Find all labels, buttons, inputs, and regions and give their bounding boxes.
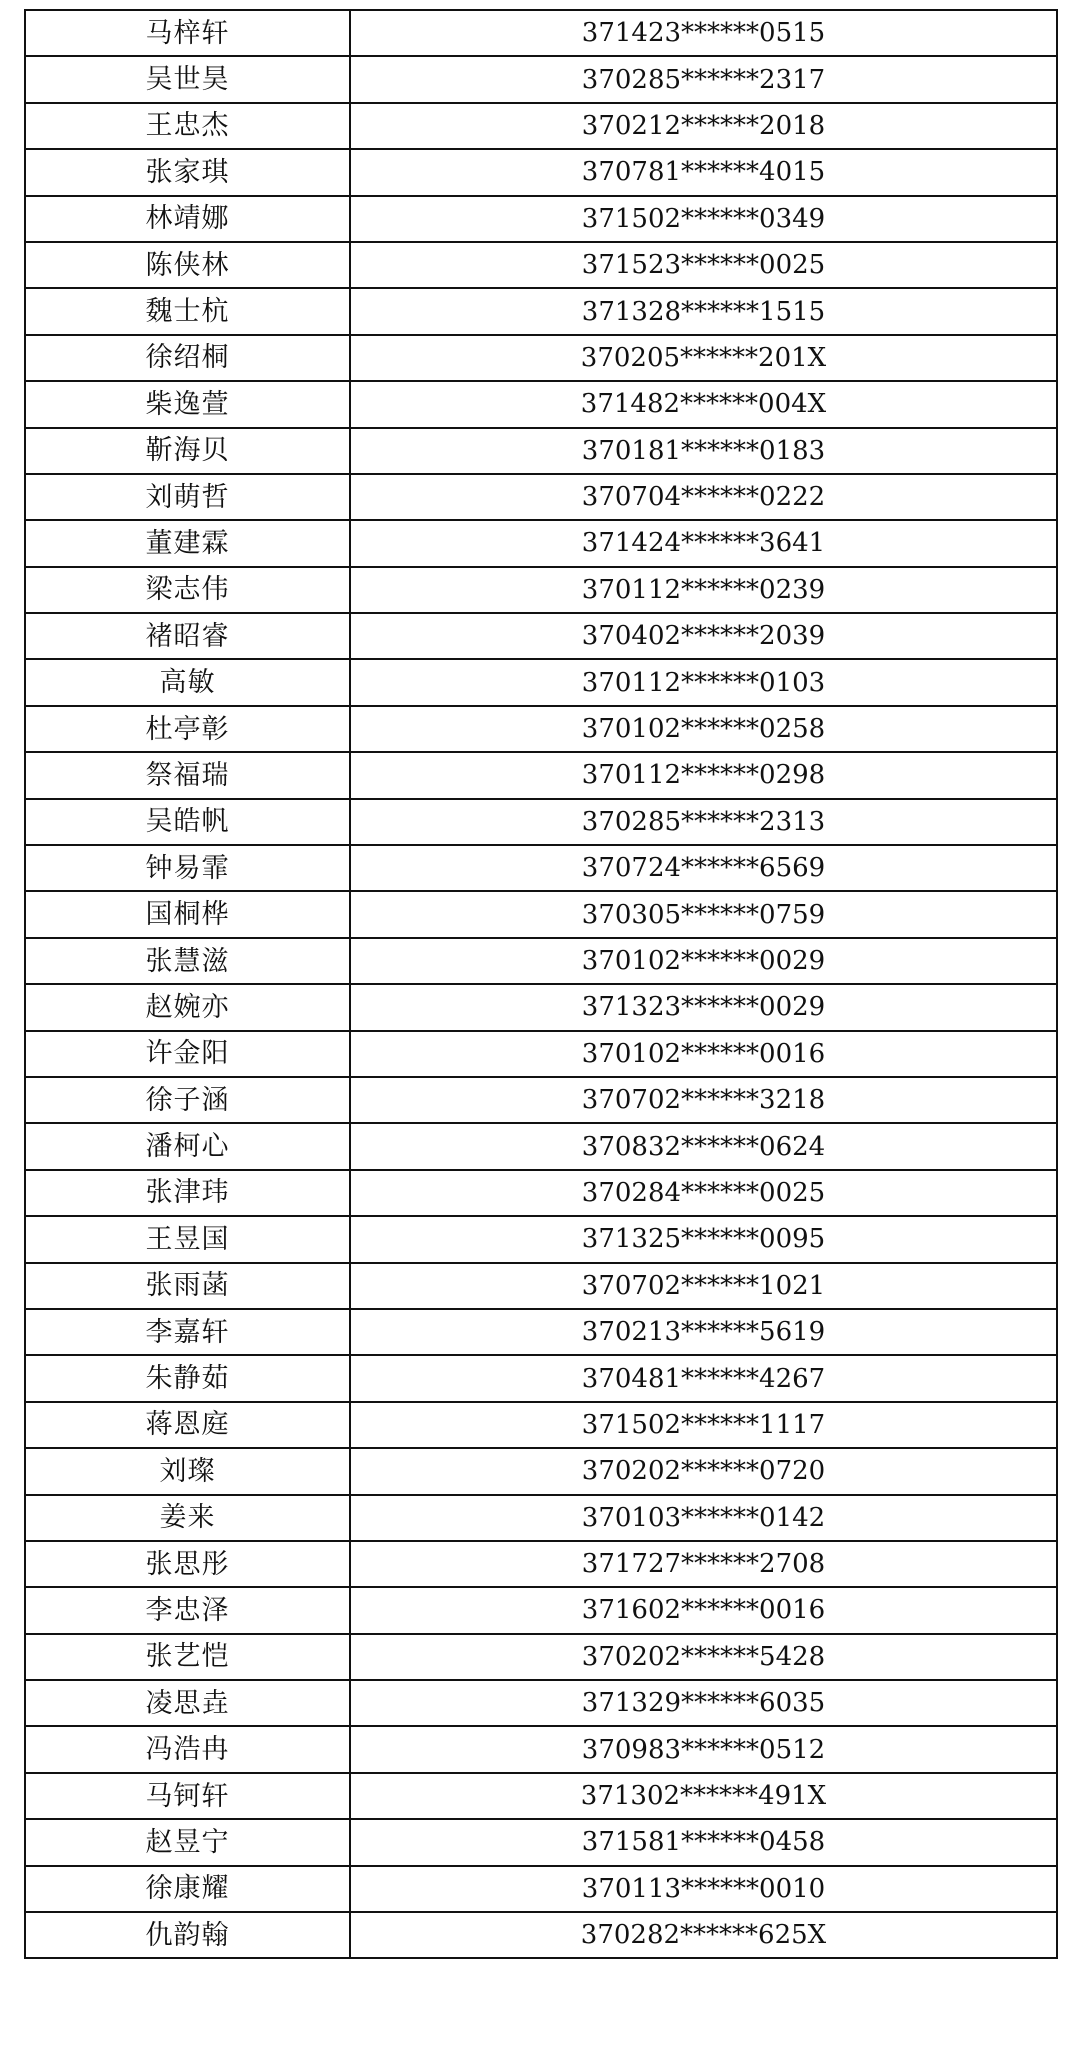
id-number-cell: 371329******6035 [350,1680,1057,1726]
name-cell: 李嘉轩 [25,1309,350,1355]
name-cell: 吴皓帆 [25,799,350,845]
name-cell: 马梓轩 [25,10,350,56]
table-row [25,984,1057,1030]
id-number-cell: 370205******201X [350,335,1057,381]
name-cell: 钟易霏 [25,845,350,891]
name-cell: 张艺恺 [25,1634,350,1680]
table-row [25,428,1057,474]
table-row [25,1355,1057,1401]
table-row [25,1495,1057,1541]
id-number-cell: 370702******1021 [350,1263,1057,1309]
id-number-cell: 370202******5428 [350,1634,1057,1680]
id-number-cell: 371323******0029 [350,984,1057,1030]
id-number-cell: 370212******2018 [350,103,1057,149]
name-cell: 凌思垚 [25,1680,350,1726]
name-cell: 潘柯心 [25,1123,350,1169]
name-cell: 张思彤 [25,1541,350,1587]
id-number-cell: 370402******2039 [350,613,1057,659]
table-row [25,1866,1057,1912]
name-cell: 祭福瑞 [25,752,350,798]
id-number-cell: 370704******0222 [350,474,1057,520]
id-number-cell: 370832******0624 [350,1123,1057,1169]
name-cell: 靳海贝 [25,428,350,474]
id-number-cell: 370112******0103 [350,659,1057,705]
name-cell: 张津玮 [25,1170,350,1216]
id-number-cell: 371523******0025 [350,242,1057,288]
table-row [25,1726,1057,1772]
table-row [25,613,1057,659]
id-number-cell: 370781******4015 [350,149,1057,195]
name-cell: 陈侠林 [25,242,350,288]
id-number-cell: 371581******0458 [350,1819,1057,1865]
table-row [25,567,1057,613]
id-number-cell: 370103******0142 [350,1495,1057,1541]
table-row [25,938,1057,984]
id-number-cell: 370113******0010 [350,1866,1057,1912]
name-cell: 仇韵翰 [25,1912,350,1958]
name-cell: 许金阳 [25,1031,350,1077]
table-row [25,1587,1057,1633]
table-row [25,1031,1057,1077]
table-row [25,10,1057,56]
id-number-cell: 370285******2317 [350,56,1057,102]
table-row [25,1402,1057,1448]
table-row [25,1773,1057,1819]
table-row [25,520,1057,566]
name-cell: 张家琪 [25,149,350,195]
id-number-cell: 371602******0016 [350,1587,1057,1633]
id-number-cell: 371325******0095 [350,1216,1057,1262]
table-row [25,474,1057,520]
name-cell: 马钶轩 [25,1773,350,1819]
id-number-cell: 370282******625X [350,1912,1057,1958]
name-cell: 魏士杭 [25,288,350,334]
id-number-cell: 370112******0239 [350,567,1057,613]
table-row [25,659,1057,705]
id-number-cell: 370284******0025 [350,1170,1057,1216]
id-number-cell: 371502******0349 [350,196,1057,242]
name-cell: 蒋恩庭 [25,1402,350,1448]
table-row [25,288,1057,334]
table-row [25,1123,1057,1169]
id-number-cell: 370702******3218 [350,1077,1057,1123]
name-cell: 张雨菡 [25,1263,350,1309]
table-row [25,845,1057,891]
id-number-cell: 370213******5619 [350,1309,1057,1355]
id-number-cell: 370724******6569 [350,845,1057,891]
roster-table-body [25,10,1057,1958]
name-cell: 高敏 [25,659,350,705]
id-number-cell: 370285******2313 [350,799,1057,845]
table-row [25,1309,1057,1355]
name-cell: 徐绍桐 [25,335,350,381]
table-row [25,1263,1057,1309]
name-cell: 国桐桦 [25,891,350,937]
id-number-cell: 371328******1515 [350,288,1057,334]
id-number-cell: 371482******004X [350,381,1057,427]
table-row [25,103,1057,149]
name-cell: 徐康耀 [25,1866,350,1912]
name-cell: 赵昱宁 [25,1819,350,1865]
name-cell: 梁志伟 [25,567,350,613]
name-cell: 刘璨 [25,1448,350,1494]
id-number-cell: 371424******3641 [350,520,1057,566]
table-row [25,799,1057,845]
table-row [25,1819,1057,1865]
table-row [25,242,1057,288]
name-cell: 赵婉亦 [25,984,350,1030]
table-row [25,149,1057,195]
id-number-cell: 371302******491X [350,1773,1057,1819]
name-cell: 杜亭彰 [25,706,350,752]
id-number-cell: 370102******0258 [350,706,1057,752]
table-row [25,335,1057,381]
name-cell: 朱静茹 [25,1355,350,1401]
name-cell: 李忠泽 [25,1587,350,1633]
table-row [25,891,1057,937]
name-cell: 王忠杰 [25,103,350,149]
table-row [25,1216,1057,1262]
id-number-cell: 370481******4267 [350,1355,1057,1401]
table-row [25,56,1057,102]
name-cell: 吴世昊 [25,56,350,102]
table-row [25,1912,1057,1958]
name-cell: 柴逸萱 [25,381,350,427]
id-number-cell: 370102******0016 [350,1031,1057,1077]
id-number-cell: 370202******0720 [350,1448,1057,1494]
table-row [25,1634,1057,1680]
table-row [25,1541,1057,1587]
table-row [25,1680,1057,1726]
id-number-cell: 370983******0512 [350,1726,1057,1772]
name-cell: 徐子涵 [25,1077,350,1123]
name-cell: 冯浩冉 [25,1726,350,1772]
name-cell: 姜来 [25,1495,350,1541]
table-row [25,1170,1057,1216]
roster-table [24,9,1058,1959]
name-cell: 董建霖 [25,520,350,566]
table-row [25,1077,1057,1123]
table-row [25,196,1057,242]
table-row [25,706,1057,752]
table-row [25,381,1057,427]
name-cell: 刘萌哲 [25,474,350,520]
id-number-cell: 370102******0029 [350,938,1057,984]
name-cell: 王昱国 [25,1216,350,1262]
id-number-cell: 370181******0183 [350,428,1057,474]
id-number-cell: 370112******0298 [350,752,1057,798]
id-number-cell: 371727******2708 [350,1541,1057,1587]
name-cell: 张慧滋 [25,938,350,984]
table-row [25,1448,1057,1494]
id-number-cell: 371423******0515 [350,10,1057,56]
table-row [25,752,1057,798]
name-cell: 林靖娜 [25,196,350,242]
id-number-cell: 371502******1117 [350,1402,1057,1448]
id-number-cell: 370305******0759 [350,891,1057,937]
name-cell: 褚昭睿 [25,613,350,659]
